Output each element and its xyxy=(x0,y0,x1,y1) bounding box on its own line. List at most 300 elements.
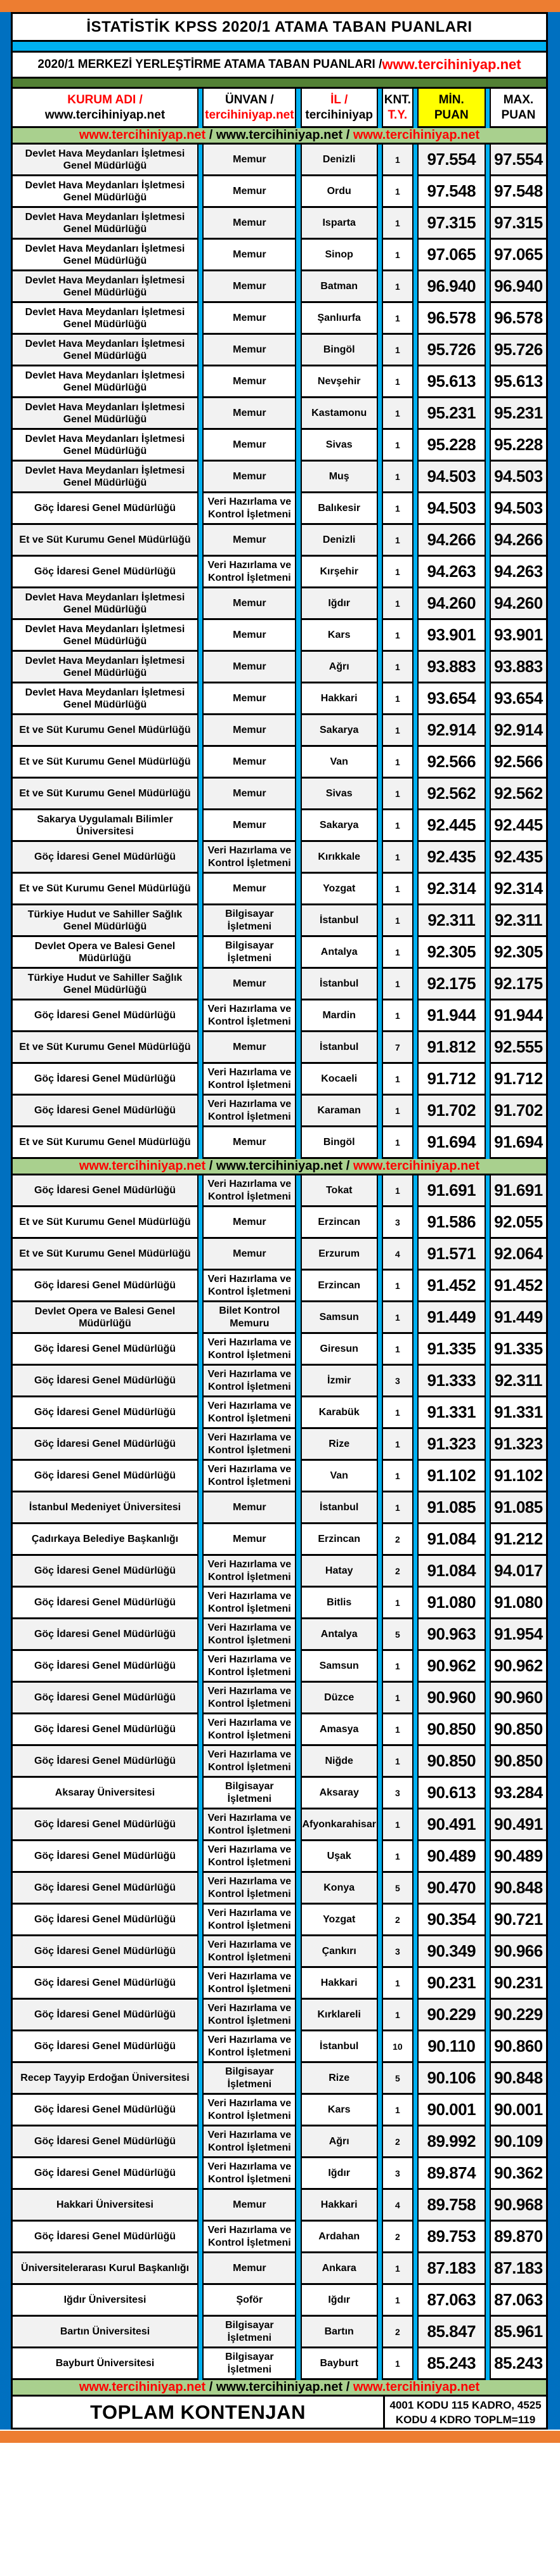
column-gap xyxy=(377,1746,383,1778)
column-gap xyxy=(295,715,301,747)
column-gap xyxy=(295,842,301,874)
cell-il: İstanbul xyxy=(302,905,377,937)
cell-max-puan: 91.694 xyxy=(491,1127,546,1159)
cell-unvan: Veri Hazırlama ve Kontrol İşletmeni xyxy=(204,2031,295,2063)
column-gap xyxy=(377,1000,383,1032)
site-banner xyxy=(13,1159,546,1175)
cell-max-puan: 91.691 xyxy=(491,1175,546,1207)
cell-knt: 2 xyxy=(383,2317,412,2348)
score-table xyxy=(13,89,546,2428)
cell-min-puan: 90.962 xyxy=(419,1651,485,1683)
column-gap xyxy=(295,2348,301,2380)
column-gap xyxy=(197,1366,204,1397)
table-row xyxy=(13,2126,546,2158)
column-header-min-line1: MİN. xyxy=(438,93,464,107)
column-gap xyxy=(197,2285,204,2317)
site-link-black: www.tercihiniyap.net xyxy=(216,128,343,142)
cell-kurum: Göç İdaresi Genel Müdürlüğü xyxy=(13,1968,197,2000)
cell-il: Bartın xyxy=(302,2317,377,2348)
cell-max-puan: 94.263 xyxy=(491,557,546,588)
site-link-black: / xyxy=(342,1159,353,1173)
cell-il: Hakkari xyxy=(302,683,377,715)
column-gap xyxy=(197,1492,204,1524)
cell-max-puan: 90.229 xyxy=(491,2000,546,2031)
column-gap xyxy=(197,335,204,366)
column-gap xyxy=(197,2253,204,2285)
table-row xyxy=(13,145,546,176)
cell-knt: 1 xyxy=(383,525,412,557)
column-gap xyxy=(377,1683,383,1714)
cell-unvan: Memur xyxy=(204,335,295,366)
column-gap xyxy=(197,2126,204,2158)
column-gap xyxy=(295,1588,301,1619)
column-gap xyxy=(197,1239,204,1271)
cell-max-puan: 93.901 xyxy=(491,620,546,652)
cell-kurum: Göç İdaresi Genel Müdürlüğü xyxy=(13,842,197,874)
cell-il: Yozgat xyxy=(302,1905,377,1936)
cell-max-puan: 91.335 xyxy=(491,1334,546,1366)
table-row xyxy=(13,271,546,303)
cell-kurum: Devlet Hava Meydanları İşletmesi Genel Müdürlüğü xyxy=(13,683,197,715)
cell-knt: 1 xyxy=(383,1271,412,1302)
cell-max-puan: 92.555 xyxy=(491,1032,546,1064)
cell-knt: 1 xyxy=(383,240,412,271)
column-gap xyxy=(377,493,383,525)
cell-knt: 1 xyxy=(383,1809,412,1841)
table-row xyxy=(13,2158,546,2190)
column-gap xyxy=(377,1302,383,1334)
column-gap xyxy=(485,335,491,366)
cell-max-puan: 91.449 xyxy=(491,1302,546,1334)
column-gap xyxy=(295,1556,301,1588)
cell-unvan: Veri Hazırlama ve Kontrol İşletmeni xyxy=(204,1064,295,1096)
column-gap xyxy=(197,1429,204,1461)
cell-unvan: Veri Hazırlama ve Kontrol İşletmeni xyxy=(204,1096,295,1127)
cell-min-puan: 92.305 xyxy=(419,937,485,969)
cell-il: Sakarya xyxy=(302,810,377,842)
column-gap xyxy=(485,842,491,874)
cell-max-puan: 90.850 xyxy=(491,1714,546,1746)
table-row xyxy=(13,2063,546,2095)
site-banner xyxy=(13,2380,546,2397)
cell-min-puan: 90.960 xyxy=(419,1683,485,1714)
column-gap xyxy=(377,620,383,652)
cell-unvan: Memur xyxy=(204,747,295,779)
cell-knt: 1 xyxy=(383,1000,412,1032)
cell-il: Kars xyxy=(302,620,377,652)
cell-unvan: Memur xyxy=(204,1492,295,1524)
column-gap xyxy=(295,462,301,493)
column-gap xyxy=(485,1207,491,1239)
cell-unvan: Veri Hazırlama ve Kontrol İşletmeni xyxy=(204,1461,295,1492)
cell-min-puan: 85.847 xyxy=(419,2317,485,2348)
subtitle-site-link: www.tercihiniyap.net xyxy=(382,56,521,72)
cell-max-puan: 95.613 xyxy=(491,366,546,398)
cell-knt: 3 xyxy=(383,1366,412,1397)
column-header-knt-label: KNT. xyxy=(384,93,411,107)
column-gap xyxy=(377,842,383,874)
cell-unvan: Memur xyxy=(204,462,295,493)
column-gap xyxy=(295,1936,301,1968)
column-gap xyxy=(377,2095,383,2126)
column-gap xyxy=(412,683,419,715)
cell-min-puan: 91.084 xyxy=(419,1556,485,1588)
column-gap xyxy=(485,398,491,430)
cell-unvan: Veri Hazırlama ve Kontrol İşletmeni xyxy=(204,1175,295,1207)
page-subtitle xyxy=(13,53,546,79)
column-gap xyxy=(377,176,383,208)
table-row xyxy=(13,1841,546,1873)
cell-min-puan: 91.335 xyxy=(419,1334,485,1366)
cell-min-puan: 89.992 xyxy=(419,2126,485,2158)
column-gap xyxy=(412,1651,419,1683)
table-row xyxy=(13,1397,546,1429)
column-gap xyxy=(412,2317,419,2348)
column-gap xyxy=(412,2126,419,2158)
column-gap xyxy=(485,969,491,1000)
column-gap xyxy=(485,1714,491,1746)
column-gap xyxy=(377,810,383,842)
column-gap xyxy=(197,1127,204,1159)
column-gap xyxy=(377,2285,383,2317)
column-gap xyxy=(485,1302,491,1334)
column-gap xyxy=(197,303,204,335)
cell-unvan: Memur xyxy=(204,303,295,335)
column-header-max-puan xyxy=(491,89,546,128)
cell-kurum: Devlet Hava Meydanları İşletmesi Genel Müdürlüğü xyxy=(13,652,197,683)
cell-knt: 7 xyxy=(383,1032,412,1064)
column-gap xyxy=(412,1905,419,1936)
cell-kurum: Devlet Hava Meydanları İşletmesi Genel Müdürlüğü xyxy=(13,208,197,240)
bottom-orange-bar xyxy=(0,2431,560,2443)
column-gap xyxy=(412,2285,419,2317)
cell-unvan: Veri Hazırlama ve Kontrol İşletmeni xyxy=(204,1000,295,1032)
table-row xyxy=(13,1096,546,1127)
column-gap xyxy=(295,588,301,620)
column-gap xyxy=(377,747,383,779)
cell-il: Erzurum xyxy=(302,1239,377,1271)
column-gap xyxy=(377,1429,383,1461)
column-gap xyxy=(412,2348,419,2380)
column-gap xyxy=(485,1429,491,1461)
column-gap xyxy=(197,1207,204,1239)
column-gap xyxy=(377,1651,383,1683)
cell-unvan: Memur xyxy=(204,271,295,303)
column-gap xyxy=(295,1968,301,2000)
cell-knt: 1 xyxy=(383,1746,412,1778)
column-gap xyxy=(295,240,301,271)
column-gap xyxy=(412,89,419,128)
column-gap xyxy=(377,1461,383,1492)
column-gap xyxy=(412,1334,419,1366)
cell-min-puan: 90.229 xyxy=(419,2000,485,2031)
column-gap xyxy=(377,2063,383,2095)
column-gap xyxy=(197,1936,204,1968)
cell-min-puan: 87.063 xyxy=(419,2285,485,2317)
column-gap xyxy=(197,1651,204,1683)
cell-min-puan: 90.489 xyxy=(419,1841,485,1873)
cell-min-puan: 90.110 xyxy=(419,2031,485,2063)
column-gap xyxy=(295,2285,301,2317)
column-gap xyxy=(295,2063,301,2095)
column-gap xyxy=(412,842,419,874)
column-gap xyxy=(412,652,419,683)
cell-max-puan: 92.311 xyxy=(491,1366,546,1397)
table-row xyxy=(13,1207,546,1239)
cell-unvan: Veri Hazırlama ve Kontrol İşletmeni xyxy=(204,557,295,588)
column-gap xyxy=(295,1239,301,1271)
column-gap xyxy=(485,1841,491,1873)
cell-min-puan: 94.266 xyxy=(419,525,485,557)
cell-il: Şanlıurfa xyxy=(302,303,377,335)
cell-il: Van xyxy=(302,1461,377,1492)
cell-max-puan: 93.284 xyxy=(491,1778,546,1809)
column-gap xyxy=(485,1492,491,1524)
column-gap xyxy=(377,145,383,176)
cell-knt: 1 xyxy=(383,1683,412,1714)
column-gap xyxy=(295,1619,301,1651)
cell-kurum: Göç İdaresi Genel Müdürlüğü xyxy=(13,1000,197,1032)
cell-kurum: Göç İdaresi Genel Müdürlüğü xyxy=(13,1461,197,1492)
column-gap xyxy=(295,652,301,683)
column-gap xyxy=(412,1032,419,1064)
cell-il: Iğdır xyxy=(302,588,377,620)
cell-min-puan: 91.694 xyxy=(419,1127,485,1159)
cell-max-puan: 90.960 xyxy=(491,1683,546,1714)
cell-unvan: Memur xyxy=(204,208,295,240)
column-gap xyxy=(295,2317,301,2348)
column-gap xyxy=(295,1334,301,1366)
cell-min-puan: 97.548 xyxy=(419,176,485,208)
cell-min-puan: 92.314 xyxy=(419,874,485,905)
column-gap xyxy=(485,1000,491,1032)
cell-min-puan: 93.654 xyxy=(419,683,485,715)
cell-kurum: Bartın Üniversitesi xyxy=(13,2317,197,2348)
cell-knt: 1 xyxy=(383,303,412,335)
column-gap xyxy=(412,176,419,208)
column-gap xyxy=(485,2317,491,2348)
cell-unvan: Veri Hazırlama ve Kontrol İşletmeni xyxy=(204,2126,295,2158)
cell-knt: 1 xyxy=(383,874,412,905)
site-link-red: www.tercihiniyap.net xyxy=(353,1159,480,1173)
cell-min-puan: 87.183 xyxy=(419,2253,485,2285)
column-gap xyxy=(412,1619,419,1651)
column-gap xyxy=(295,303,301,335)
column-gap xyxy=(485,1588,491,1619)
cell-kurum: Göç İdaresi Genel Müdürlüğü xyxy=(13,1809,197,1841)
cell-knt: 4 xyxy=(383,1239,412,1271)
column-gap xyxy=(412,430,419,462)
column-gap xyxy=(485,2095,491,2126)
column-gap xyxy=(412,1588,419,1619)
cell-min-puan: 91.084 xyxy=(419,1524,485,1556)
table-row xyxy=(13,1461,546,1492)
column-gap xyxy=(197,1397,204,1429)
cell-max-puan: 90.848 xyxy=(491,1873,546,1905)
cell-kurum: Et ve Süt Kurumu Genel Müdürlüğü xyxy=(13,1239,197,1271)
separator-row xyxy=(13,1159,546,1175)
cell-unvan: Veri Hazırlama ve Kontrol İşletmeni xyxy=(204,1968,295,2000)
column-gap xyxy=(485,1271,491,1302)
column-gap xyxy=(377,1064,383,1096)
cell-kurum: Türkiye Hudut ve Sahiller Sağlık Genel Müdürlüğü xyxy=(13,905,197,937)
cell-unvan: Veri Hazırlama ve Kontrol İşletmeni xyxy=(204,1429,295,1461)
column-gap xyxy=(377,1096,383,1127)
column-gap xyxy=(485,2348,491,2380)
cell-il: Denizli xyxy=(302,525,377,557)
cell-max-puan: 92.562 xyxy=(491,779,546,810)
cell-unvan: Şoför xyxy=(204,2285,295,2317)
column-gap xyxy=(412,874,419,905)
column-gap xyxy=(197,937,204,969)
cell-unvan: Veri Hazırlama ve Kontrol İşletmeni xyxy=(204,1556,295,1588)
column-gap xyxy=(377,2158,383,2190)
table-row xyxy=(13,208,546,240)
table-row xyxy=(13,462,546,493)
column-gap xyxy=(295,1461,301,1492)
cell-kurum: Et ve Süt Kurumu Genel Müdürlüğü xyxy=(13,874,197,905)
table-row xyxy=(13,1334,546,1366)
cell-il: Kars xyxy=(302,2095,377,2126)
column-gap xyxy=(485,1366,491,1397)
cell-max-puan: 94.260 xyxy=(491,588,546,620)
cell-unvan: Memur xyxy=(204,176,295,208)
cell-max-puan: 92.311 xyxy=(491,905,546,937)
column-gap xyxy=(197,2317,204,2348)
cell-min-puan: 89.758 xyxy=(419,2190,485,2222)
column-gap xyxy=(197,1096,204,1127)
column-gap xyxy=(295,969,301,1000)
cell-unvan: Veri Hazırlama ve Kontrol İşletmeni xyxy=(204,1619,295,1651)
total-quota-label: TOPLAM KONTENJAN xyxy=(13,2397,383,2428)
column-gap xyxy=(377,652,383,683)
column-gap xyxy=(377,1492,383,1524)
cell-knt: 1 xyxy=(383,335,412,366)
top-orange-bar xyxy=(0,0,560,12)
site-link-black: / xyxy=(342,2380,353,2394)
cell-il: Kırıkkale xyxy=(302,842,377,874)
column-gap xyxy=(485,747,491,779)
cell-knt: 1 xyxy=(383,683,412,715)
cell-max-puan: 92.566 xyxy=(491,747,546,779)
cell-knt: 1 xyxy=(383,176,412,208)
cell-min-puan: 95.613 xyxy=(419,366,485,398)
column-gap xyxy=(295,1397,301,1429)
cell-il: Sivas xyxy=(302,430,377,462)
cell-min-puan: 96.578 xyxy=(419,303,485,335)
column-gap xyxy=(412,1714,419,1746)
column-gap xyxy=(295,1366,301,1397)
cell-unvan: Memur xyxy=(204,1239,295,1271)
column-gap xyxy=(377,683,383,715)
cell-max-puan: 91.702 xyxy=(491,1096,546,1127)
column-gap xyxy=(197,176,204,208)
site-link-black: / xyxy=(205,128,216,142)
cell-unvan: Bilgisayar İşletmeni xyxy=(204,2317,295,2348)
column-gap xyxy=(485,366,491,398)
column-gap xyxy=(412,1873,419,1905)
cell-kurum: Hakkari Üniversitesi xyxy=(13,2190,197,2222)
column-gap xyxy=(485,1968,491,2000)
cell-min-puan: 91.331 xyxy=(419,1397,485,1429)
column-gap xyxy=(197,271,204,303)
column-gap xyxy=(295,366,301,398)
column-gap xyxy=(295,1175,301,1207)
column-header-unvan xyxy=(204,89,295,128)
cell-knt: 1 xyxy=(383,1302,412,1334)
page-title xyxy=(13,14,546,42)
table-row xyxy=(13,969,546,1000)
column-gap xyxy=(197,1714,204,1746)
column-header-min-puan xyxy=(419,89,485,128)
cell-min-puan: 93.883 xyxy=(419,652,485,683)
column-gap xyxy=(197,1746,204,1778)
cell-il: Nevşehir xyxy=(302,366,377,398)
table-row xyxy=(13,557,546,588)
cell-il: İstanbul xyxy=(302,1032,377,1064)
column-gap xyxy=(197,1000,204,1032)
cell-kurum: Et ve Süt Kurumu Genel Müdürlüğü xyxy=(13,1032,197,1064)
cell-unvan: Veri Hazırlama ve Kontrol İşletmeni xyxy=(204,493,295,525)
column-header-max-line1: MAX. xyxy=(503,93,534,107)
column-gap xyxy=(377,2253,383,2285)
cell-max-puan: 92.314 xyxy=(491,874,546,905)
column-gap xyxy=(197,810,204,842)
column-gap xyxy=(485,937,491,969)
column-gap xyxy=(197,2031,204,2063)
cell-kurum: Göç İdaresi Genel Müdürlüğü xyxy=(13,1841,197,1873)
cell-il: Rize xyxy=(302,1429,377,1461)
column-gap xyxy=(485,2285,491,2317)
cell-knt: 1 xyxy=(383,905,412,937)
column-gap xyxy=(197,1271,204,1302)
table-row xyxy=(13,1524,546,1556)
cell-knt: 1 xyxy=(383,1714,412,1746)
column-header-il-site: tercihiniyap xyxy=(305,108,374,122)
cell-max-puan: 93.654 xyxy=(491,683,546,715)
cell-kurum: Göç İdaresi Genel Müdürlüğü xyxy=(13,2000,197,2031)
column-gap xyxy=(295,874,301,905)
column-gap xyxy=(197,683,204,715)
cell-unvan: Memur xyxy=(204,525,295,557)
column-gap xyxy=(197,208,204,240)
column-gap xyxy=(295,398,301,430)
cell-unvan: Veri Hazırlama ve Kontrol İşletmeni xyxy=(204,1334,295,1366)
column-gap xyxy=(197,1778,204,1809)
table-row xyxy=(13,1127,546,1159)
cell-il: Bingöl xyxy=(302,1127,377,1159)
cell-knt: 1 xyxy=(383,652,412,683)
table-row xyxy=(13,240,546,271)
cell-knt: 1 xyxy=(383,1968,412,2000)
column-gap xyxy=(295,208,301,240)
cell-knt: 1 xyxy=(383,2000,412,2031)
cell-il: Bingöl xyxy=(302,335,377,366)
column-gap xyxy=(412,810,419,842)
column-gap xyxy=(197,1175,204,1207)
cell-min-puan: 90.001 xyxy=(419,2095,485,2126)
cell-min-puan: 92.435 xyxy=(419,842,485,874)
column-gap xyxy=(485,303,491,335)
cell-il: Hakkari xyxy=(302,2190,377,2222)
cell-il: Kırklareli xyxy=(302,2000,377,2031)
cell-min-puan: 97.315 xyxy=(419,208,485,240)
cell-il: Denizli xyxy=(302,145,377,176)
column-gap xyxy=(295,525,301,557)
column-gap xyxy=(485,176,491,208)
column-gap xyxy=(485,1746,491,1778)
cell-unvan: Memur xyxy=(204,1032,295,1064)
